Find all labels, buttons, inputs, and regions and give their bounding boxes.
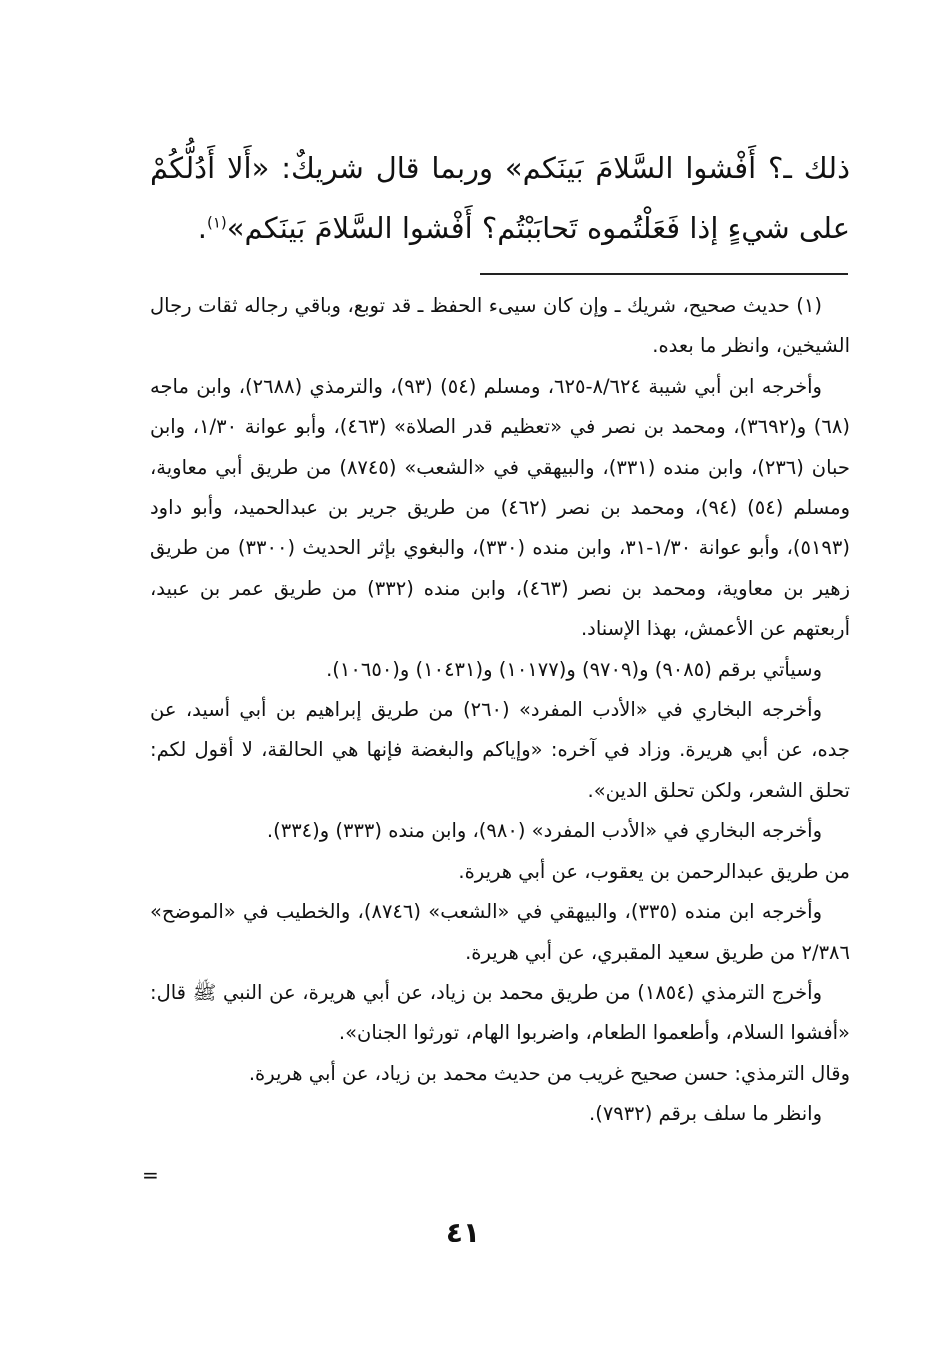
- footnote-reference[interactable]: (١): [206, 213, 227, 232]
- footnote-paragraph: وانظر ما سلف برقم (٧٩٣٢).: [589, 1102, 822, 1126]
- footnote-paragraph: (١) حديث صحيح، شريك ـ وإن كان سيىء الحفظ ـ قد توبع، وباقي رجاله ثقات رجال الشيخين، وانظر ما بعده.: [150, 294, 850, 358]
- footnote-paragraph: وأخرجه ابن منده (٣٣٥)، والبيهقي في «الشعب» (٨٧٤٦)، والخطيب في «الموضح» ٢/٣٨٦ من طريق سعيد المقبري، عن أبي هريرة.: [150, 900, 850, 964]
- footnote-separator: [480, 273, 848, 275]
- footnotes-section: [150, 286, 850, 1135]
- continuation-mark: =: [142, 1163, 159, 1187]
- page-number: ٤١: [445, 1216, 481, 1249]
- footnote-paragraph: وأخرج الترمذي (١٨٥٤) من طريق محمد بن زياد، عن أبي هريرة، عن النبي ﷺ قال: «أفشوا السلام، وأطعموا الطعام، واضربوا الهام، تورثوا الجنان».: [150, 980, 850, 1045]
- footnote-paragraph: وسيأتي برقم (٩٠٨٥) و(٩٧٠٩) و(١٠١٧٧) و(١٠٤٣١) و(١٠٦٥٠).: [326, 657, 822, 681]
- main-text-line-1: ذلك ـ؟ أَفْشوا السَّلامَ بَينَكم» وربما قال شريكٌ: «أَلا أَدُلُّكُمْ على: [150, 151, 850, 245]
- footnote-paragraph: من طريق عبدالرحمن بن يعقوب، عن أبي هريرة.: [458, 859, 850, 883]
- footnote-paragraph: وأخرجه البخاري في «الأدب المفرد» (٢٦٠) من طريق إبراهيم بن أبي أسيد، عن جده، عن أبي هريرة. وزاد في آخره: «وإياكم والبغضة فإنها هي الحالقة، لا أقول لكم: تحلق الشعر، ولكن تحلق الدين».: [150, 698, 850, 802]
- main-text-line-2: شيءٍ إذا فَعَلْتُموه تَحابَبْتُم؟ أَفْشوا السَّلامَ بَينَكم»: [226, 211, 790, 245]
- footnote-paragraph: وأخرجه البخاري في «الأدب المفرد» (٩٨٠)، وابن منده (٣٣٣) و(٣٣٤).: [266, 819, 822, 843]
- main-text: ذلك ـ؟ أَفْشوا السَّلامَ بَينَكم» وربما قال شريكٌ: «أَلا أَدُلُّكُمْ على شيءٍ إذا فَعَلْتُموه تَحابَبْتُم؟ أَفْشوا السَّلامَ بَينَكم»$^{(١)}$.: [150, 151, 850, 245]
- footnote-paragraph: وأخرجه ابن أبي شيبة ٨/٦٢٤-٦٢٥، ومسلم (٥٤) (٩٣)، والترمذي (٢٦٨٨)، وابن ماجه (٦٨) و(٣٦٩٢)، ومحمد بن نصر في «تعظيم قدر الصلاة» (٤٦٣)، وأبو عوانة ١/٣٠، وابن حبان (٢٣٦)، وابن منده (٣٣١)، والبيهقي في «الشعب» (٨٧٤٥) من طريق أبي معاوية، ومسلم (٥٤) (٩٤)، ومحمد بن نصر (٤٦٢) من طريق جرير بن عبدالحميد، وأبو داود (٥١٩٣)، وأبو عوانة ١/٣٠-٣١، وابن منده (٣٣٠)، والبغوي بإثر الحديث (٣٣٠٠) من طريق زهير بن معاوية، ومحمد بن نصر (٤٦٣)، وابن منده (٣٣٢) من طريق عمر بن عبيد، أربعتهم عن الأعمش، بهذا الإسناد.: [150, 374, 851, 641]
- footnote-paragraph: وقال الترمذي: حسن صحيح غريب من حديث محمد بن زياد، عن أبي هريرة.: [248, 1061, 850, 1085]
